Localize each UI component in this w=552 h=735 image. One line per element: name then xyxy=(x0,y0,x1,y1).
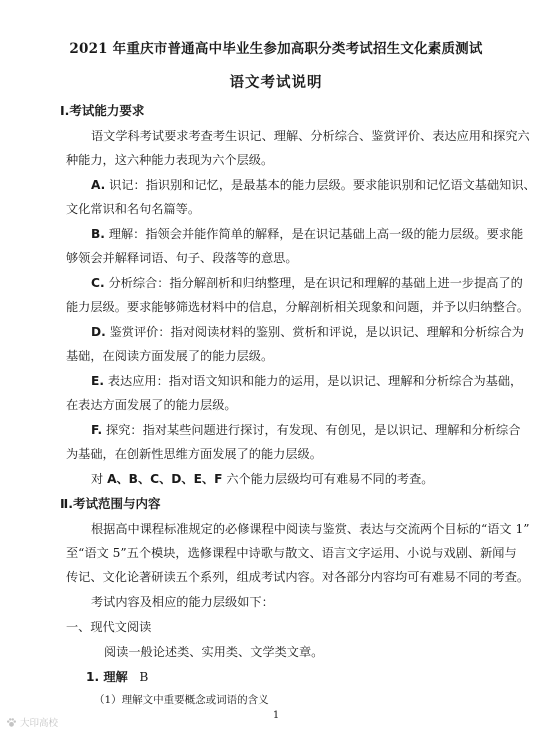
paragraph-line: 够领会并解释词语、句子、段落等的意思。 xyxy=(66,251,298,265)
level-text: 表达应用：指对语文知识和能力的运用，是以识记、理解和分析综合为基础， xyxy=(107,374,523,388)
level-label: B. xyxy=(91,227,105,241)
level-c-line xyxy=(91,275,523,291)
level-e-line xyxy=(91,373,522,389)
levels-list: A、B、C、D、E、F xyxy=(107,472,223,486)
list-item-heading: 一、现代文阅读 xyxy=(66,620,152,634)
paragraph-line: 文化常识和名句名篇等。 xyxy=(66,202,201,216)
paragraph-line: 至“语文 5”五个模块，选修课程中诗歌与散文、语言文字运用、小说与戏剧、新闻与 xyxy=(66,546,517,560)
level-text: 鉴赏评价：指对阅读材料的鉴别、赏析和评说，是以识记、理解和分析综合为 xyxy=(109,325,524,339)
level-b-line xyxy=(91,226,523,242)
paragraph-line: 为基础，在创新性思维方面发展了的能力层级。 xyxy=(66,447,322,461)
paragraph-line: 考试内容及相应的能力层级如下： xyxy=(91,595,274,609)
paragraph-line: 能力层级。要求能够筛选材料中的信息，分解剖析相关现象和问题，并予以归纳整合。 xyxy=(66,300,530,314)
level-label: E. xyxy=(91,374,104,388)
section-heading-ability: Ⅰ.考试能力要求 xyxy=(60,103,145,118)
sub-item-point: （1）理解文中重要概念或词语的含义 xyxy=(94,694,269,706)
document-subtitle: 语文考试说明 xyxy=(229,74,323,91)
watermark xyxy=(6,715,58,729)
level-text: 理解：指领会并能作简单的解释，是在识记基础上高一级的能力层级。要求能 xyxy=(108,227,524,241)
level-label: D. xyxy=(91,325,106,339)
sub-item-understanding: 1. 理解 B xyxy=(86,670,149,684)
section-heading-scope: Ⅱ.考试范围与内容 xyxy=(60,496,161,511)
level-a-line xyxy=(91,177,536,193)
watermark-text: 大印高校 xyxy=(20,718,59,729)
level-text: 探究：指对某些问题进行探讨，有发现、有创见，是以识记、理解和分析综合 xyxy=(106,423,521,437)
level-text: 识记：指识别和记忆，是最基本的能力层级。要求能识别和记忆语文基础知识、 xyxy=(109,178,536,192)
paragraph-line: 在表达方面发展了的能力层级。 xyxy=(66,398,237,412)
list-item-description: 阅读一般论述类、实用类、文学类文章。 xyxy=(104,645,324,659)
paragraph-line: 语文学科考试要求考查考生识记、理解、分析综合、鉴赏评价、表达应用和探究六 xyxy=(91,129,530,143)
level-d-line xyxy=(91,324,524,340)
paragraph-line: 根据高中课程标准规定的必修课程中阅读与鉴赏、表达与交流两个目标的“语文 1” xyxy=(91,522,530,536)
paragraph-line: 种能力，这六种能力表现为六个层级。 xyxy=(66,153,274,167)
level-label: A. xyxy=(91,178,106,192)
level-label: F. xyxy=(91,423,103,437)
level-f-line xyxy=(91,422,520,438)
level-label: C. xyxy=(91,276,105,290)
paw-icon xyxy=(6,717,17,728)
level-badge: B xyxy=(139,670,149,684)
level-text: 分析综合：指分解剖析和归纳整理，是在识记和理解的基础上进一步提高了的 xyxy=(108,276,523,290)
paragraph-line: 传记、文化论著研读五个系列，组成考试内容。对各部分内容均可有难易不同的考查。 xyxy=(66,570,530,584)
summary-line: 对 A、B、C、D、E、F 六个能力层级均可有难易不同的考查。 xyxy=(91,472,434,486)
document-title: 2021 年重庆市普通高中毕业生参加高职分类考试招生文化素质测试 xyxy=(69,41,483,57)
page-number: 1 xyxy=(272,710,280,721)
paragraph-line: 基础，在阅读方面发展了的能力层级。 xyxy=(66,349,274,363)
